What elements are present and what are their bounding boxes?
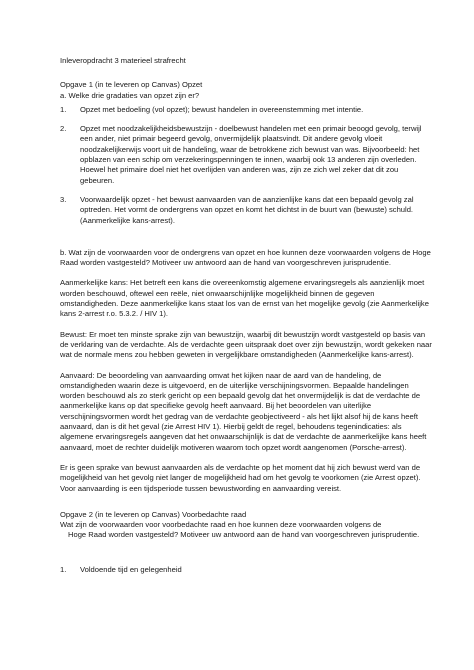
list-item-text: Voorwaardelijk opzet - het bewust aanvaarden van de aanzienlijke kans dat een bepaald gevolg zal optreden. Het vormt de ondergrens van opzet en komt het dichtst in de buurt van (bewuste) schuld. (Aanmerkelijke kans-arrest).: [80, 194, 414, 225]
list-item-number: 1.: [60, 104, 67, 114]
question-2-heading: Opgave 2 (in te leveren op Canvas) Voorbedachte raad: [60, 509, 247, 519]
list-item: [60, 105, 434, 115]
question-1-heading: Opgave 1 (in te leveren op Canvas) Opzet: [60, 80, 203, 90]
list-item-number: 3.: [60, 194, 67, 204]
list-item-text: Opzet met bedoeling (vol opzet); bewust handelen in overeenstemming met intentie.: [80, 104, 364, 114]
list-item-number: 1.: [60, 564, 67, 574]
question-1a-text: a. Welke drie gradaties van opzet zijn er?: [60, 90, 200, 100]
list-item-number: 2.: [60, 124, 67, 134]
list-item: [60, 195, 434, 226]
question-2-text-line-1: Wat zijn de voorwaarden voor voorbedachte raad en hoe kunnen deze voorwaarden volgens de: [60, 520, 382, 530]
question-2-text: [60, 520, 434, 541]
list-item: [60, 124, 434, 186]
question-1a-list: [60, 105, 434, 226]
answer-paragraph-aanmerkelijke-kans: Aanmerkelijke kans: Het betreft een kans die overeenkomstig algemene ervaringsregels als aanzienlijk moet worden beschouwd, oftewel een reële, niet onwaarschijnlijke mogelijkheid binnen de gegeven omstandigheden. Deze aanmerkelijke kans staat los van de ernst van het mogelijke gevolg (zie Aanmerkelijke kans 2-arrest r.o. 5.3.2. / HIV 1).: [60, 278, 429, 319]
list-item-text: Opzet met noodzakelijkheidsbewustzijn - doelbewust handelen met een primair beoogd gevolg, terwijl een ander, niet primair begeerd gevolg, onvermijdelijk plaatsvindt. Dit andere gevolg vloeit noodzakelijkerwijs voort uit de handeling, waar de betrokkene zich bewust van was. Bijvoorbeeld: het opblazen van een schip om verzekeringspenningen te innen, waarbij ook 13 anderen zijn overleden. Hoewel het primaire doel niet het overlijden van anderen was, zijn ze zich wel zeker dat dit zou gebeuren.: [80, 124, 422, 185]
answer-paragraph-aanvaard: Aanvaard: De beoordeling van aanvaarding omvat het kijken naar de aard van de handeling, de omstandigheden waarin deze is uitgevoerd, en de uiterlijke verschijningsvormen. Bepaalde handelingen worden beschouwd als zo sterk gericht op een bepaald gevolg dat het onvermijdelijk is dat de verdachte de aanmerkelijke kans op dat specifieke gevolg heeft aanvaard. Bij het beoordelen van uiterlijke verschijningsvormen wordt het gedrag van de verdachte geobjectiveerd - als het lijkt alsof hij de kans heeft aanvaard, dan is dit het geval (zie Arrest HIV 1). Hierbij geldt de regel, behoudens tegenindicaties: als algemene ervaringsregels aangeven dat het onwaarschijnlijk is dat de verdachte de aanmerkelijke kans heeft aanvaard, moet de rechter duidelijk motiveren waarom toch opzet wordt aangenomen (Porsche-arrest).: [60, 370, 427, 452]
list-item-text: Voldoende tijd en gelegenheid: [80, 564, 182, 574]
answer-paragraph-bewust: Bewust: Er moet ten minste sprake zijn van bewustzijn, waarbij dit bewustzijn wordt vastgesteld op basis van de verklaring van de verdachte. Als de verdachte geen uitspraak doet over zijn bewustzijn, wordt gekeken naar wat de normale mens zou hebben geweten in vergelijkbare omstandigheden (Aanmerkelijke kans-arrest).: [60, 329, 432, 360]
question-1b-text: b. Wat zijn de voorwaarden voor de ondergrens van opzet en hoe kunnen deze voorwaarden volgens de Hoge Raad worden vastgesteld? Motiveer uw antwoord aan de hand van voorgeschreven jurisprudentie.: [60, 247, 431, 268]
answer-paragraph-conclusion: Er is geen sprake van bewust aanvaarden als de verdachte op het moment dat hij zich bewust werd van de mogelijkheid van het gevolg niet langer de mogelijkheid had om het gevolg te voorkomen (zie Arrest opzet). Voor aanvaarding is een tijdsperiode tussen bewustwording en aanvaarding vereist.: [60, 462, 421, 493]
document-title: Inleveropdracht 3 materieel strafrecht: [60, 56, 186, 65]
question-2-text-line-2: Hoge Raad worden vastgesteld? Motiveer uw antwoord aan de hand van voorgeschreven jurisprudentie.: [68, 530, 420, 540]
question-2-list: [60, 565, 434, 575]
list-item: [60, 565, 434, 575]
